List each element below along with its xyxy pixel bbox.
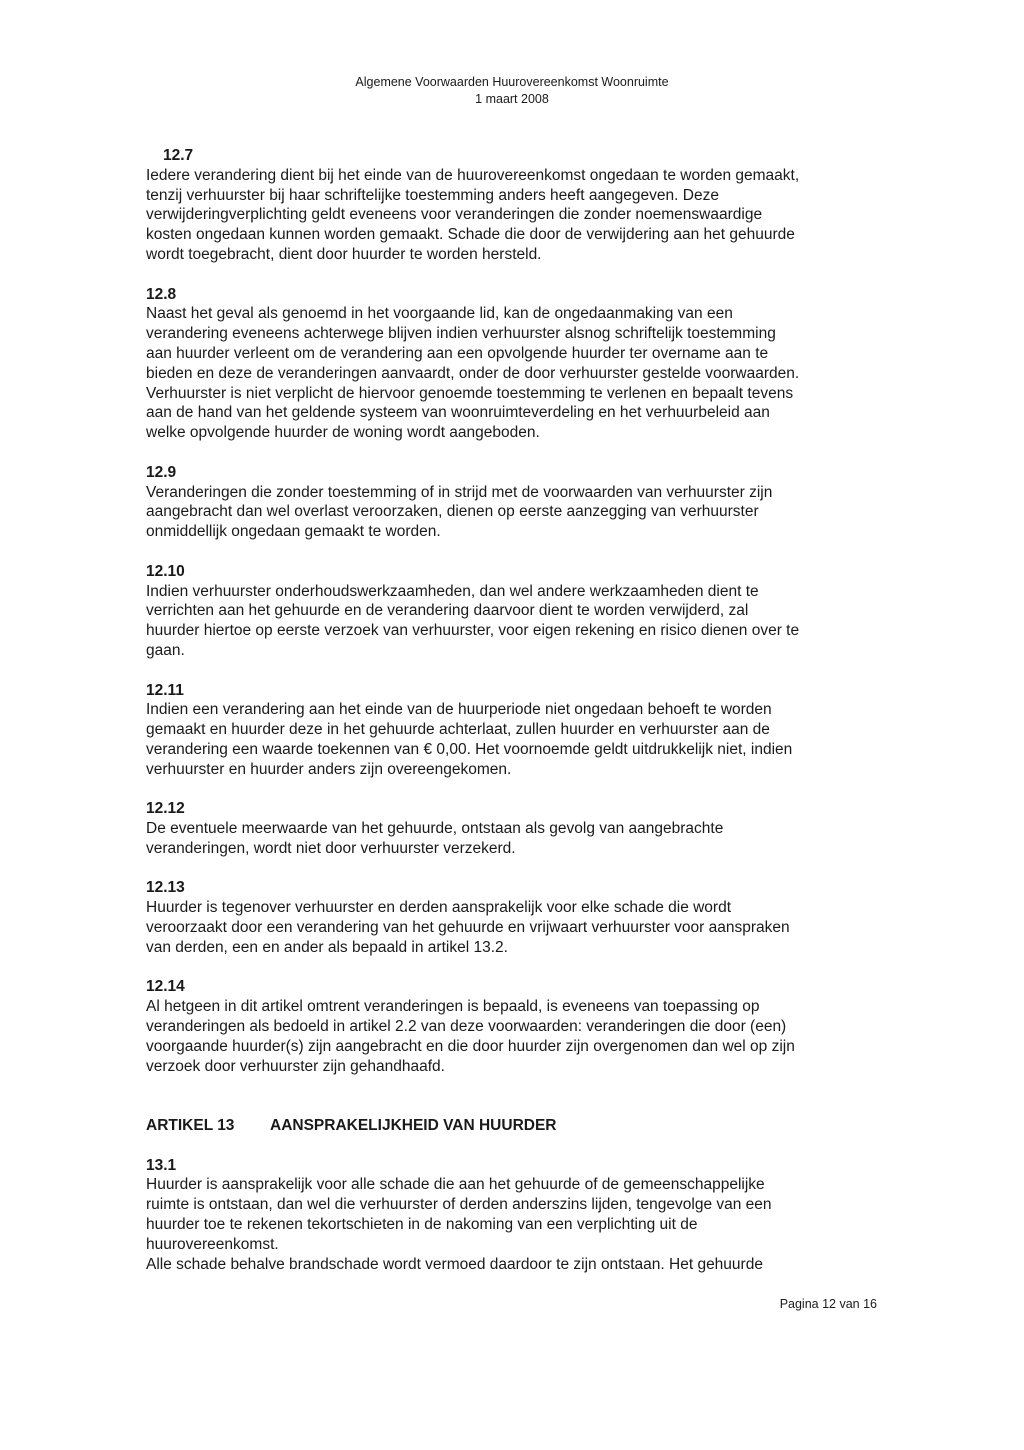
page-number: Pagina 12 van 16 (779, 1297, 877, 1311)
section-number: 12.12 (146, 800, 185, 818)
section-13-1 (146, 1156, 886, 1275)
section-number: 12.13 (146, 879, 185, 897)
section-text: Indien verhuurster onderhoudswerkzaamheden, dan wel andere werkzaamheden dient te verrichten aan het gehuurde en de verandering daarvoor dient te worden verwijderd, zal huurder hiertoe op eerste verzoek van verhuurster, voor eigen rekening en risico dienen over te gaan. (146, 582, 800, 659)
article-number: ARTIKEL 13 (146, 1117, 235, 1135)
section-number: 12.10 (146, 562, 185, 580)
section-12-8 (146, 285, 886, 443)
section-12-12 (146, 799, 886, 858)
section-text: De eventuele meerwaarde van het gehuurde, ontstaan als gevolg van aangebrachte veranderingen, wordt niet door verhuurster verzekerd. (146, 820, 724, 857)
section-text: Indien een verandering aan het einde van de huurperiode niet ongedaan behoeft te worden gemaakt en huurder deze in het gehuurde achterlaat, zullen huurder en verhuurster aan de verandering een waarde toekennen van € 0,00. Het voornoemde geldt uitdrukkelijk niet, indien verhuurster en huurder anders zijn overeengekomen. (146, 701, 793, 778)
section-number: 12.9 (146, 463, 177, 481)
section-number: 12.11 (146, 681, 184, 699)
section-text: Al hetgeen in dit artikel omtrent veranderingen is bepaald, is eveneens van toepassing op veranderingen als bedoeld in artikel 2.2 van deze voorwaarden: veranderingen die door (een) voorgaande huurder(s) zijn aangebracht en die door huurder zijn overgenomen dan wel op zijn verzoek door verhuurster zijn gehandhaafd. (146, 998, 795, 1075)
section-number: 12.7 (163, 147, 194, 164)
section-text: Naast het geval als genoemd in het voorgaande lid, kan de ongedaanmaking van een verandering eveneens achterwege blijven indien verhuurster alsnog schriftelijk toestemming aan huurder verleent om de verandering aan een opvolgende huurder ter overname aan te bieden en deze de veranderingen aanvaardt, onder de door verhuurster gestelde voorwaarden. Verhuurster is niet verplicht de hiervoor genoemde toestemming te verlenen en bepaalt tevens aan de hand van het geldende systeem van woonruimteverdeling en het verhuurbeleid aan welke opvolgende huurder de woning wordt aangeboden. (146, 305, 800, 442)
section-12-14 (146, 977, 886, 1076)
section-number: 13.1 (146, 1156, 177, 1174)
section-12-7 (146, 146, 886, 265)
section-text: Veranderingen die zonder toestemming of in strijd met de voorwaarden van verhuurster zijn aangebracht dan wel overlast veroorzaken, dienen op eerste aanzegging van verhuurster onmiddellijk ongedaan gemaakt te worden. (146, 483, 773, 541)
section-12-11 (146, 681, 886, 780)
document-body (146, 146, 886, 1294)
document-title: Algemene Voorwaarden Huurovereenkomst Woonruimte (355, 75, 669, 89)
page-header (0, 74, 1024, 108)
article-heading (146, 1116, 886, 1136)
section-text: Huurder is aansprakelijk voor alle schade die aan het gehuurde of de gemeenschappelijke ruimte is ontstaan, dan wel die verhuurster of derden anderszins lijden, tengevolge van een huurder toe te rekenen tekortschieten in de nakoming van een verplichting uit de huurovereenkomst. Alle schade behalve brandschade wordt vermoed daardoor te zijn ontstaan. Het gehuurde (146, 1176, 772, 1273)
section-number: 12.8 (146, 285, 177, 303)
section-text: Iedere verandering dient bij het einde van de huurovereenkomst ongedaan te worden gemaakt, tenzij verhuurster bij haar schriftelijke toestemming anders heeft aangegeven. Deze verwijderingverplichting geldt eveneens voor veranderingen die zonder noemenswaardige kosten ongedaan kunnen worden gemaakt. Schade die door de verwijdering aan het gehuurde wordt toegebracht, dient door huurder te worden hersteld. (146, 166, 800, 263)
section-12-10 (146, 562, 886, 661)
section-12-13 (146, 878, 886, 957)
document-date: 1 maart 2008 (475, 92, 549, 106)
section-text: Huurder is tegenover verhuurster en derden aansprakelijk voor elke schade die wordt veroorzaakt door een verandering van het gehuurde en vrijwaart verhuurster voor aanspraken van derden, een en ander als bepaald in artikel 13.2. (146, 899, 790, 956)
article-title: AANSPRAKELIJKHEID VAN HUURDER (270, 1117, 557, 1135)
section-number: 12.14 (146, 978, 185, 996)
section-12-9 (146, 463, 886, 542)
